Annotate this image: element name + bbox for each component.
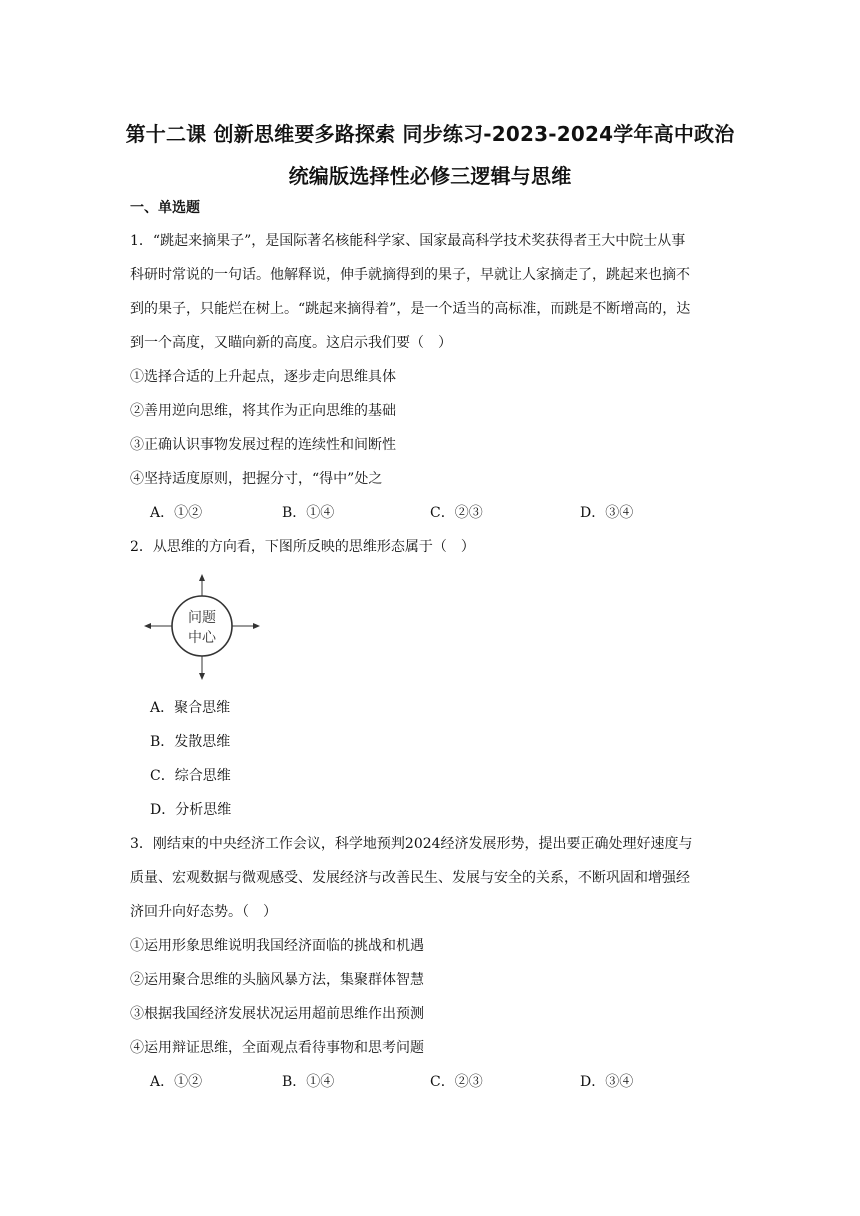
arrow-up-icon (199, 574, 205, 581)
q3-option-b[interactable]: B．①④ (282, 1074, 335, 1090)
problem-center-circle (172, 596, 232, 656)
q3-item: ③根据我国经济发展状况运用超前思维作出预测 (130, 1006, 424, 1022)
figure-label-top: 问题 (188, 610, 216, 626)
q3-option-c[interactable]: C．②③ (430, 1074, 483, 1090)
q3-option-a[interactable]: A．①② (150, 1074, 203, 1090)
q3-stem-line: 质量、宏观数据与微观感受、发展经济与改善民生、发展与安全的关系，不断巩固和增强经 (130, 870, 690, 886)
q2-stem: 2．从思维的方向看，下图所反映的思维形态属于（ ） (130, 539, 475, 555)
q3-item: ④运用辩证思维，全面观点看待事物和思考问题 (130, 1040, 424, 1056)
q1-stem-line: 到一个高度，又瞄向新的高度。这启示我们要（ ） (130, 335, 452, 351)
q1-option-d[interactable]: D．③④ (580, 505, 634, 521)
q3-item: ①运用形象思维说明我国经济面临的挑战和机遇 (130, 938, 424, 954)
q1-stem-line: 1．“跳起来摘果子”，是国际著名核能科学家、国家最高科学技术奖获得者王大中院士从事 (130, 233, 686, 249)
q1-stem-line: 科研时常说的一句话。他解释说，伸手就摘得到的果子，早就让人家摘走了，跳起来也摘不 (130, 267, 690, 283)
arrow-down-icon (199, 673, 205, 680)
document-title-line-2: 统编版选择性必修三逻辑与思维 (288, 164, 572, 188)
figure-label-bottom: 中心 (188, 630, 216, 646)
q1-item: ④坚持适度原则，把握分寸，“得中”处之 (130, 471, 383, 487)
arrow-right-icon (253, 623, 260, 629)
q2-option-a[interactable]: A．聚合思维 (150, 700, 231, 716)
q3-stem-line: 3．刚结束的中央经济工作会议，科学地预判2024经济发展形势，提出要正确处理好速度与 (130, 836, 693, 852)
q1-option-c[interactable]: C．②③ (430, 505, 483, 521)
section-heading: 一、单选题 (130, 200, 200, 216)
q1-item: ②善用逆向思维，将其作为正向思维的基础 (130, 403, 396, 419)
q3-option-d[interactable]: D．③④ (580, 1074, 634, 1090)
q2-option-d[interactable]: D．分析思维 (150, 802, 232, 818)
document-title-line-1: 第十二课 创新思维要多路探索 同步练习-2023-2024学年高中政治 (125, 122, 735, 146)
q2-option-c[interactable]: C．综合思维 (150, 768, 231, 784)
q1-item: ①选择合适的上升起点，逐步走向思维具体 (130, 369, 396, 385)
arrow-left-icon (144, 623, 151, 629)
q1-option-a[interactable]: A．①② (150, 505, 203, 521)
q3-stem-line: 济回升向好态势。（ ） (130, 904, 277, 920)
q2-option-b[interactable]: B．发散思维 (150, 734, 231, 750)
q1-stem-line: 到的果子，只能烂在树上。“跳起来摘得着”，是一个适当的高标准，而跳是不断增高的，达 (130, 301, 691, 317)
q1-option-b[interactable]: B．①④ (282, 505, 335, 521)
q3-item: ②运用聚合思维的头脑风暴方法，集聚群体智慧 (130, 972, 424, 988)
divergent-thinking-figure (142, 572, 262, 686)
q1-item: ③正确认识事物发展过程的连续性和间断性 (130, 437, 396, 453)
